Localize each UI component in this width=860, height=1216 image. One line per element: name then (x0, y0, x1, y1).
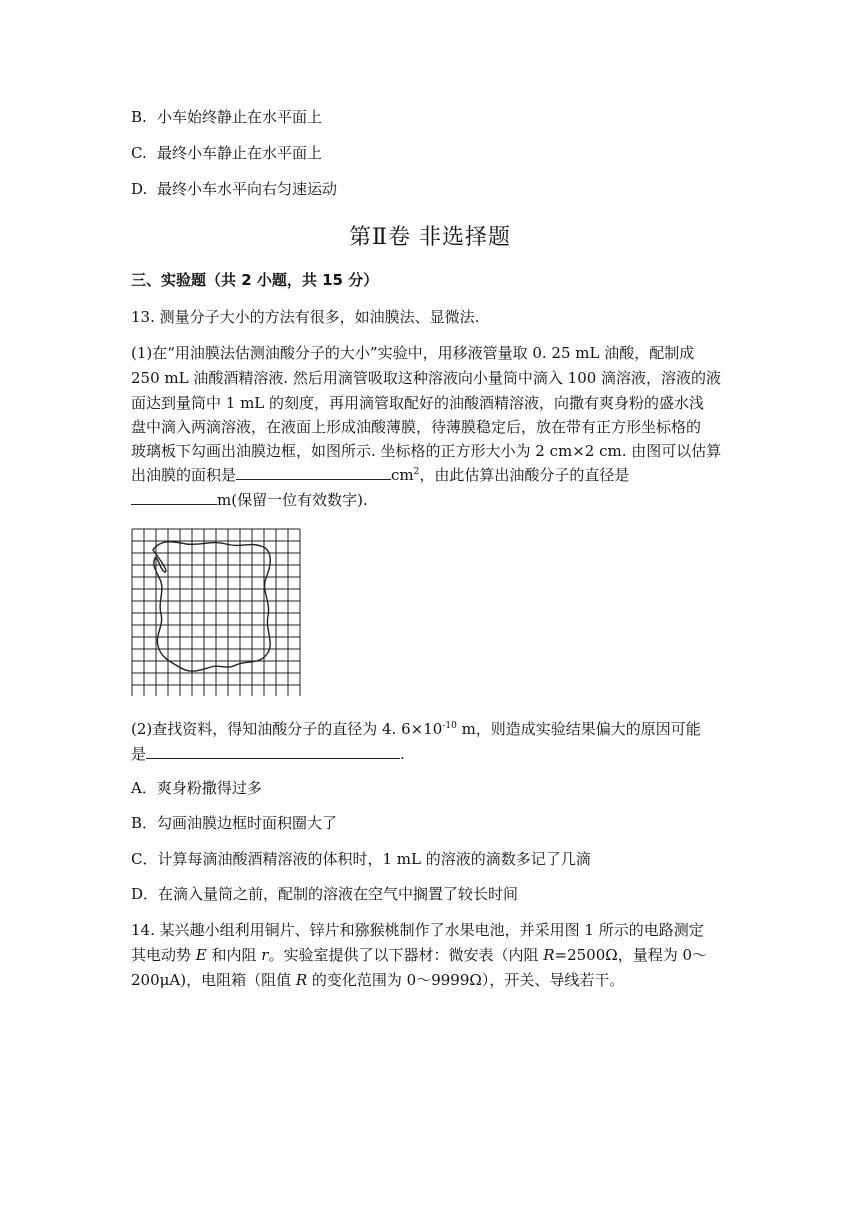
choice-letter: A． (131, 779, 157, 797)
q13-p1-line6-b: ，由此估算出油酸分子的直径是 (419, 466, 630, 484)
symbol-R: R (295, 971, 308, 989)
option-b (131, 107, 322, 127)
q13-p1-line1: (1)在“用油膜法估测油酸分子的大小”实验中，用移液管量取 0. 25 mL 油酸，配制成 (131, 344, 695, 362)
q13-p2-line1 (131, 719, 701, 739)
q13-p1-line5: 玻璃板下勾画出油膜边框，如图所示. 坐标格的正方形大小为 2 cm×2 cm. 由图可以估算 (131, 442, 722, 460)
q13-choice-c (131, 849, 591, 869)
q13-choice-a (131, 778, 262, 798)
q13-p1-line4: 盘中滴入两滴溶液，在液面上形成油酸薄膜，待薄膜稳定后，放在带有正方形坐标格的 (131, 418, 702, 436)
q14-line2-d: =2500Ω，量程为 0～ (554, 946, 708, 964)
q13-p2-line2-a: 是 (131, 745, 147, 763)
q14-line3-b: 的变化范围为 0～9999Ω），开关、导线若干。 (307, 971, 625, 989)
section3-header: 三、实验题（共 2 小题，共 15 分） (131, 271, 379, 289)
symbol-E: E (195, 946, 207, 964)
option-text: 小车始终静止在水平面上 (157, 108, 323, 126)
option-letter: B. (131, 108, 147, 126)
q13-p2-line1-b: m，则造成实验结果偏大的原因可能 (456, 720, 701, 738)
part2-title: 第Ⅱ卷 非选择题 (349, 225, 511, 250)
q13-p1-line3: 面达到量筒中 1 mL 的刻度，再用滴管取配好的油酸酒精溶液，向撒有爽身粉的盛水浅 (131, 394, 705, 412)
symbol-r: r (261, 946, 269, 964)
area-unit: cm (391, 466, 414, 484)
option-text: 最终小车静止在水平面上 (157, 144, 323, 162)
option-letter: C. (131, 144, 147, 162)
choice-letter: D． (131, 885, 159, 903)
q13-choice-d (131, 884, 518, 904)
q13-p1-line7-b: m(保留一位有效数字). (217, 491, 368, 509)
option-letter: D. (131, 180, 148, 198)
option-d (131, 179, 337, 199)
option-c (131, 143, 322, 163)
q13-p1-line2: 250 mL 油酸酒精溶液. 然后用滴管吸取这种溶液向小量筒中滴入 100 滴溶液，溶液的液 (131, 369, 722, 387)
option-text: 最终小车水平向右匀速运动 (157, 180, 338, 198)
q13-intro: 13. 测量分子大小的方法有很多，如油膜法、显微法. (131, 308, 480, 326)
q14-line2 (131, 945, 707, 965)
q13-p2-line2-b: . (400, 745, 405, 763)
q14-line2-a: 其电动势 (131, 946, 196, 964)
q14-line3-a: 200μA)，电阻箱（阻值 (131, 971, 296, 989)
grid-lines (132, 529, 300, 696)
q14-line3 (131, 970, 624, 990)
choice-letter: B． (131, 814, 158, 832)
q13-p1-line7 (131, 490, 368, 510)
q14-line2-b: 和内阻 (206, 946, 262, 964)
symbol-R: R (543, 946, 555, 964)
q13-p2-exponent: -10 (442, 721, 457, 731)
diameter-answer-blank[interactable] (131, 490, 217, 505)
q13-p2-line2 (131, 744, 405, 764)
choice-text: 爽身粉撒得过多 (156, 779, 262, 797)
q13-p1-line6 (131, 465, 629, 485)
oil-film-outline (153, 542, 270, 671)
oil-film-grid-figure (131, 528, 303, 696)
choice-text: 在滴入量筒之前，配制的溶液在空气中搁置了较长时间 (158, 885, 519, 903)
q13-p1-line6-a: 出油膜的面积是 (131, 466, 237, 484)
choice-letter: C． (131, 850, 158, 868)
choice-text: 计算每滴油酸酒精溶液的体积时，1 mL 的溶液的滴数多记了几滴 (157, 850, 591, 868)
q13-choice-b (131, 813, 337, 833)
area-answer-blank[interactable] (236, 465, 391, 480)
q14-line2-c: 。实验室提供了以下器材：微安表（内阻 (268, 946, 544, 964)
choice-text: 勾画油膜边框时面积圈大了 (157, 814, 338, 832)
q14-line1: 14. 某兴趣小组利用铜片、锌片和猕猴桃制作了水果电池，并采用图 1 所示的电路测定 (131, 921, 704, 939)
reason-answer-blank[interactable] (146, 744, 400, 759)
area-unit-sup: 2 (413, 467, 420, 477)
q13-p2-line1-a: (2)查找资料，得知油酸分子的直径为 4. 6×10 (131, 720, 443, 738)
